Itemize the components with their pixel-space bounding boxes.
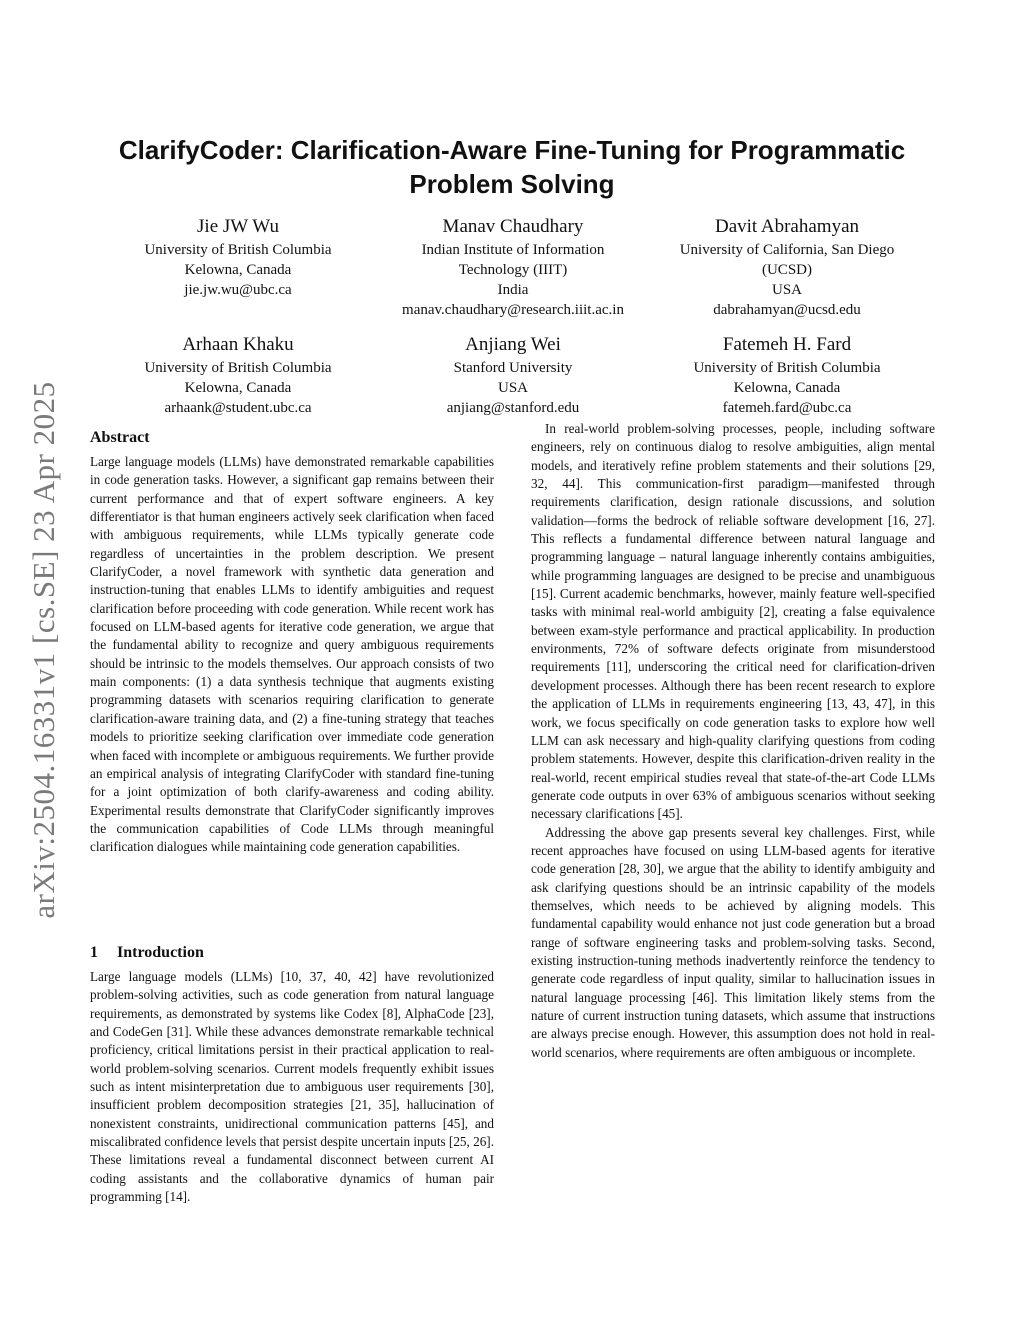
author-location: USA [771, 282, 802, 298]
author-email: anjiang@stanford.edu [446, 400, 580, 416]
author-name: Jie JW Wu [197, 216, 279, 237]
intro-paragraph-3: Addressing the above gap presents several key challenges. First, while recent approaches have focused on using LLM-based agents for iterative code generation [28, 30], we argue that the ability to identify ambiguity and ask clarifying questions should be an intrinsic capability of the models themselves, which needs to be achieved by aligning models. This fundamental capability would enhance not just code generation but a broad range of software engineering tasks and problem-solving tasks. Second, existing instruction-tuning methods inadvertently reinforce the tendency to generate code regardless of input quality, similar to hallucination issues in natural language processing [46]. This limitation likely stems from the nature of current instruction tuning datasets, which assume that instructions are always precise enough. However, this assumption does not hold in real-world scenarios, where requirements are often ambiguous or incomplete. [531, 824, 935, 1060]
author-email: dabrahamyan@ucsd.edu [713, 302, 861, 318]
introduction-heading [90, 943, 494, 963]
author-block [93, 215, 383, 300]
author-location: Kelowna, Canada [184, 262, 292, 278]
author-email: manav.chaudhary@research.iiit.ac.in [402, 302, 624, 318]
author-name: Manav Chaudhary [442, 216, 584, 237]
abstract-text: Large language models (LLMs) have demonstrated remarkable capabilities in code generation tasks. However, a significant gap remains between their current performance and that of expert software engineers. A key differentiator is that human engineers actively seek clarification when faced with ambiguous requirements, while LLMs typically generate code regardless of uncertainties in the problem description. We present ClarifyCoder, a novel framework with synthetic data generation and instruction-tuning that enables LLMs to identify ambiguities and request clarification before proceeding with code generation. While recent work has focused on LLM-based agents for iterative code generation, we argue that the fundamental ability to recognize and query ambiguous requirements should be intrinsic to the models themselves. Our approach consists of two main components: (1) a data synthesis technique that augments existing programming datasets with scenarios requiring clarification to generate clarification-aware training data, and (2) a fine-tuning strategy that teaches models to prioritize seeking clarification over immediate code generation when faced with incomplete or ambiguous requirements. We further provide an empirical analysis of integrating ClarifyCoder with standard fine-tuning for a joint optimization of both clarify-awareness and coding ability. Experimental results demonstrate that ClarifyCoder significantly improves the communication capabilities of Code LLMs through meaningful clarification dialogues while maintaining code generation capabilities. [90, 454, 494, 855]
author-location: Kelowna, Canada [184, 380, 292, 396]
author-name: Arhaan Khaku [182, 334, 294, 355]
author-block [368, 215, 658, 320]
author-affiliation: Technology (IIIT) [458, 262, 568, 278]
author-block [642, 215, 932, 320]
right-column [531, 420, 935, 1062]
author-email: arhaank@student.ubc.ca [164, 400, 312, 416]
intro-paragraph-2: In real-world problem-solving processes, people, including software engineers, rely on continuous dialog to resolve ambiguities, align mental models, and iteratively refine problem statements and their solutions [29, 32, 44]. This communication-first paradigm—manifested through requirements clarification, design rationale discussions, and solution validation—forms the bedrock of reliable software development [16, 27]. This reflects a fundamental difference between natural language and programming language – natural language inherently contains ambiguities, while programming languages are designed to be precise and unambiguous [15]. Current academic benchmarks, however, mainly feature well-specified tasks with minimal real-world ambiguity [2], creating a false equivalence between exam-style performance and practical applicability. In production environments, 72% of software defects originate from misunderstood requirements [11], underscoring the critical need for clarification-driven development processes. Although there has been recent research to explore the application of LLMs in requirements engineering [13, 43, 47], in this work, we focus specifically on code generation tasks to explore how well LLM can ask necessary and high-quality clarifying questions from coding problem statements. However, despite this clarification-driven reality in the real-world, recent empirical studies reveal that state-of-the-art Code LLMs generate code outputs in over 63% of ambiguous scenarios without seeking necessary clarifications [45]. [531, 421, 935, 822]
author-name: Davit Abrahamyan [714, 216, 860, 237]
author-affiliation: University of California, San Diego [679, 242, 895, 258]
author-name: Anjiang Wei [465, 334, 561, 355]
abstract-heading: Abstract [90, 429, 150, 446]
intro-paragraph-1: Large language models (LLMs) [10, 37, 40, 42] have revolutionized problem-solving activities, such as code generation from natural language requirements, as demonstrated by systems like Codex [8], AlphaCode [23], and CodeGen [31]. While these advances demonstrate remarkable technical proficiency, critical limitations persist in their practical application to real-world problem-solving scenarios. Current models frequently exhibit issues such as intent misinterpretation due to ambiguous user requirements [30], insufficient problem decomposition strategies [21, 35], hallucination of nonexistent constraints, unidirectional communication patterns [45], and miscalibrated confidence levels that persist despite uncertain inputs [25, 26]. These limitations reveal a fundamental disconnect between current AI coding assistants and the collaborative dynamics of human pair programming [14]. [90, 969, 494, 1205]
author-block [93, 333, 383, 418]
author-affiliation: University of British Columbia [693, 360, 881, 376]
author-name: Fatemeh H. Fard [722, 334, 852, 355]
author-email: fatemeh.fard@ubc.ca [722, 400, 852, 416]
author-affiliation: (UCSD) [761, 262, 812, 278]
author-affiliation: Indian Institute of Information [421, 242, 605, 258]
section-title: Introduction [117, 944, 204, 961]
author-affiliation: University of British Columbia [144, 360, 332, 376]
arxiv-identifier: arXiv:2504.16331v1 [cs.SE] 23 Apr 2025 [26, 381, 61, 919]
section-number: 1 [90, 944, 98, 961]
author-block [642, 333, 932, 418]
left-column [90, 428, 494, 857]
author-location: India [497, 282, 529, 298]
author-affiliation: University of British Columbia [144, 242, 332, 258]
author-location: USA [497, 380, 528, 396]
paper-title: ClarifyCoder: Clarification-Aware Fine-Tuning for Programmatic Problem Solving [118, 135, 906, 199]
author-affiliation: Stanford University [453, 360, 573, 376]
introduction-section [90, 943, 494, 1206]
author-location: Kelowna, Canada [733, 380, 841, 396]
author-block [368, 333, 658, 418]
author-email: jie.jw.wu@ubc.ca [184, 282, 292, 298]
